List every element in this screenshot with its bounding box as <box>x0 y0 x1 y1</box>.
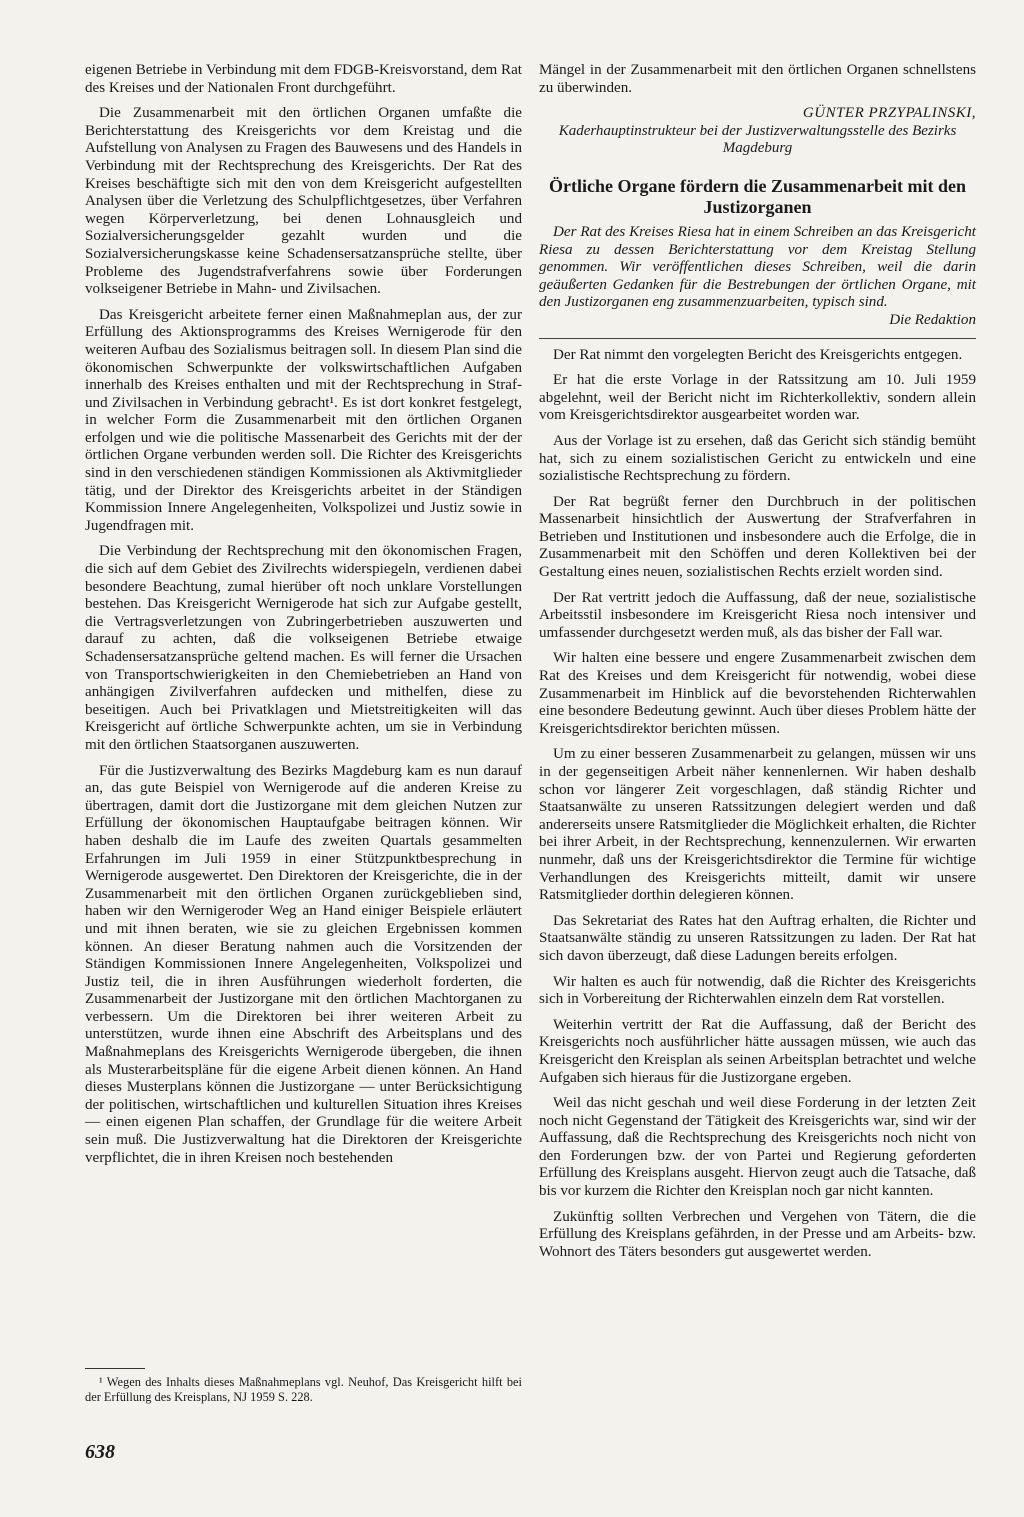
author-signature <box>539 105 976 158</box>
paragraph: Weil das nicht geschah und weil diese Forderung in der letzten Zeit noch nicht Gegenstand der Tätigkeit des Kreisgerichts war, sind wir der Auffassung, daß die Rechtsprechung des Kreisgerichts noch nicht von den Forderungen bzw. der von Partei und Regierung geforderten Erfüllung des Kreisplans ausgeht. Hiervon zeugt auch die Tatsache, daß bis vor kurzem die Richter den Kreisplan noch gar nicht kannten. <box>539 1095 976 1200</box>
paragraph: Zukünftig sollten Verbrechen und Vergehen von Tätern, die die Erfüllung des Kreisplans gefährden, in der Presse und am Arbeits- bzw. Wohnort des Täters besonders gut ausgewertet werden. <box>539 1208 976 1260</box>
section-divider <box>539 338 976 339</box>
left-column <box>85 62 522 1175</box>
paragraph: Wir halten eine bessere und engere Zusammenarbeit zwischen dem Rat des Kreises und dem Kreisgericht für notwendig, wobei diese Zusammenarbeit im Hinblick auf die bevorstehenden Richterwahlen eine besondere Bedeutung gewinnt. Auch über dieses Problem hätte der Kreisgerichtsdirektor berichten müssen. <box>539 650 976 737</box>
paragraph: Wir halten es auch für notwendig, daß die Richter des Kreisgerichts sich in Vorbereitung der Richterwahlen einzeln dem Rat vorstellen. <box>539 973 976 1008</box>
lead-text: Der Rat des Kreises Riesa hat in einem Schreiben an das Kreisgericht Riesa zu dessen Berichterstattung vor dem Kreistag Stellung genommen. Wir veröffentlichen dieses Schreiben, weil die darin geäußerten Gedanken für die Bestrebungen der örtlichen Organe, mit den Justizorganen eng zusammenzuarbeiten, typisch sind. <box>539 223 976 311</box>
paragraph: Um zu einer besseren Zusammenarbeit zu gelangen, müssen wir uns in der gegenseitigen Arbeit näher kennenlernen. Wir haben deshalb schon vor längerer Zeit vorgeschlagen, daß ständig Richter und Staatsanwälte zu unseren Ratssitzungen delegiert werden und daß andererseits unsere Ratsmitglieder die Möglichkeit erhalten, die Richter bei ihrer Arbeit, in der Rechtsprechung, kennenzulernen. Wir erwarten nunmehr, daß uns der Kreisgerichtsdirektor die Termine für wichtige Verhandlungen des Kreisgerichts mitteilt, damit wir unsere Ratsmitglieder dorthin delegieren können. <box>539 746 976 904</box>
lead-credit: Die Redaktion <box>889 311 976 328</box>
right-column <box>539 62 976 1269</box>
page-number: 638 <box>85 1441 115 1463</box>
paragraph: Das Kreisgericht arbeitete ferner einen Maßnahmeplan aus, der zur Erfüllung des Aktionsprogramms des Kreises Wernigerode für den weiteren Aufbau des Sozialismus beitragen soll. In diesem Plan sind die ökonomischen Schwerpunkte der volkswirtschaftlichen Aufgaben innerhalb des Kreises enthalten und mit der Rechtsprechung in Straf- und Zivilsachen in Verbindung gebracht¹. Es ist dort konkret festgelegt, in welcher Form die Zusammenarbeit mit den örtlichen Organen erfolgen und wie die politische Massenarbeit des Gerichts mit der der örtlichen Organe verbunden werden soll. Die Richter des Kreisgerichts sind in den verschiedenen ständigen Kommissionen als Aktivmitglieder tätig, und der Direktor des Kreisgerichts arbeitet in der Ständigen Kommission Innere Angelegenheiten, Volkspolizei und Justiz sowie in Jugendfragen mit. <box>85 306 522 534</box>
footnotes <box>85 1368 522 1404</box>
paragraph: Mängel in der Zusammenarbeit mit den örtlichen Organen schnellstens zu überwinden. <box>539 62 976 96</box>
paragraph: Der Rat vertritt jedoch die Auffassung, daß der neue, sozialistische Arbeitsstil insbesondere im Kreisgericht Riesa noch intensiver und umfassender durchgesetzt werden muß, als das bisher der Fall war. <box>539 589 976 641</box>
paragraph: Weiterhin vertritt der Rat die Auffassung, daß der Bericht des Kreisgerichts noch ausführlicher hätte aussagen müssen, wie auch das Kreisgericht den Kreisplan als seinen Arbeitsplan betrachtet und welche Aufgaben sich hieraus für die Justizorgane ergeben. <box>539 1016 976 1086</box>
paragraph: Für die Justizverwaltung des Bezirks Magdeburg kam es nun darauf an, das gute Beispiel von Wernigerode auf die anderen Kreise zu übertragen, damit dort die Justizorgane mit dem gleichen Nutzen zur Erfüllung der ökonomischen Hauptaufgabe beitragen können. Wir haben deshalb die im Laufe des zweiten Quartals gesammelten Erfahrungen im Juli 1959 in einer Stützpunktbesprechung in Wernigerode ausgewertet. Den Direktoren der Kreisgerichte, die in der Zusammenarbeit mit den örtlichen Organen zurückgeblieben sind, haben wir den Wernigeroder Weg an Hand einiger Beispiele erläutert und mit ihnen beraten, wie sie zu gleichen Ergebnissen kommen können. An dieser Beratung nahmen auch die Vorsitzenden der Ständigen Kommissionen Innere Angelegenheiten, Volkspolizei und Justiz teil, die in ihren Ausführungen wiederholt forderten, die Zusammenarbeit der Justizorgane mit den örtlichen Machtorganen zu verbessern. Um die Direktoren bei ihrer weiteren Arbeit zu unterstützen, wurde ihnen eine Abschrift des Arbeitsplans und des Maßnahmeplans des Kreisgerichts Wernigerode übergeben, die ihnen als Musterarbeitspläne für die eigene Arbeit dienen können. An Hand dieses Musterplans können die Justizorgane — unter Berücksichtigung der politischen, wirtschaftlichen und kulturellen Situation ihres Kreises — einen eigenen Plan schaffen, der Grundlage für die weitere Arbeit sein muß. Die Justizverwaltung hat die Direktoren der Kreisgerichte verpflichtet, die in ihren Kreisen noch bestehenden <box>85 762 522 1166</box>
paragraph: Die Zusammenarbeit mit den örtlichen Organen umfaßte die Berichterstattung des Kreisgerichts vor dem Kreistag und die Aufstellung von Analysen zu Fragen des Bauwesens und des Handels in Verbindung mit der Rechtsprechung des Kreisgerichts. Der Rat des Kreises beschäftigte sich mit den von dem Kreisgericht aufgestellten Analysen über die Verletzung des Schulpflichtgesetzes, über Verfahren wegen Körperverletzung, bei denen Lohnausgleich und Sozialversicherungsgelder gezahlt wurden und die Sozialversicherungskasse keine Schadensersatzansprüche stellte, über Probleme des Jugendstrafverfahrens sowie über Forderungen volkseigener Betriebe in Mahn- und Zivilsachen. <box>85 105 522 298</box>
paragraph: Der Rat nimmt den vorgelegten Bericht des Kreisgerichts entgegen. <box>553 346 963 363</box>
author-role: Kaderhauptinstrukteur bei der Justizverwaltungsstelle des Bezirks Magdeburg <box>558 122 957 157</box>
paragraph: eigenen Betriebe in Verbindung mit dem FDGB-Kreisvorstand, dem Rat des Kreises und der Nationalen Front durchgeführt. <box>85 62 522 96</box>
article-lead <box>539 224 976 330</box>
footnote-divider <box>85 1368 145 1369</box>
paragraph: Das Sekretariat des Rates hat den Auftrag erhalten, die Richter und Staatsanwälte ständig zu unseren Ratssitzungen zu laden. Der Rat hat sich davon überzeugt, daß diese Ladungen bereits erfolgen. <box>539 912 976 964</box>
paragraph: Aus der Vorlage ist zu ersehen, daß das Gericht sich ständig bemüht hat, sich zu einem sozialistischen Gericht zu entwickeln und eine sozialistische Rechtsprechung zu fördern. <box>539 432 976 485</box>
paragraph: Er hat die erste Vorlage in der Ratssitzung am 10. Juli 1959 abgelehnt, weil der Bericht nicht im Richterkollektiv, sondern allein vom Kreisgerichtsdirektor ausgearbeitet worden war. <box>539 372 976 424</box>
author-name: GÜNTER PRZYPALINSKI, <box>802 105 976 122</box>
footnote: ¹ Wegen des Inhalts dieses Maßnahmeplans vgl. Neuhof, Das Kreisgericht hilft bei der Erfüllung des Kreisplans, NJ 1959 S. 228. <box>85 1375 522 1404</box>
article-headline: Örtliche Organe fördern die Zusammenarbeit mit den Justizorganen <box>549 175 966 217</box>
paragraph: Der Rat begrüßt ferner den Durchbruch in der politischen Massenarbeit hinsichtlich der Auswertung der Strafverfahren in Betrieben und Institutionen und insbesondere auch die Erfolge, die in Zusammenarbeit mit den Schöffen und deren Kollektiven bei der Gestaltung eines neuen, sozialistischen Rechts erzielt worden sind. <box>539 493 976 581</box>
paragraph: Die Verbindung der Rechtsprechung mit den ökonomischen Fragen, die sich auf dem Gebiet des Zivilrechts widerspiegeln, verdienen dabei besondere Beachtung, zumal hierüber oft noch unklare Vorstellungen bestehen. Das Kreisgericht Wernigerode hat sich zur Aufgabe gestellt, die Vertragsverletzungen von Zubringerbetrieben auszuwerten und darauf zu achten, daß die volkseigenen Betriebe etwaige Schadensersatzansprüche geltend machen. Es will ferner die Ursachen von Transportschwierigkeiten in den Chemiebetrieben an Hand von anhängigen Zivilverfahren aufdecken und mithelfen, diese zu beseitigen. Auch bei Privatklagen und Mietstreitigkeiten will das Kreisgericht auf örtliche Schwerpunkte achten, um sie in Verbindung mit den örtlichen Staatsorganen auszuwerten. <box>85 543 522 753</box>
